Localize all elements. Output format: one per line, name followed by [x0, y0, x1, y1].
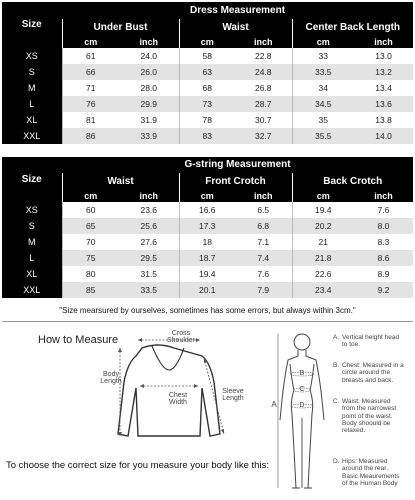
gstring-measurement-table — [2, 157, 413, 298]
legend-key: B. — [333, 362, 340, 369]
body-length-label: Body Length — [100, 371, 122, 386]
legend-text: Vertical height head to toe. — [342, 334, 400, 349]
table-cell: 20.2 — [292, 218, 354, 234]
table-cell: 25.6 — [119, 218, 179, 234]
table-cell: 83 — [179, 128, 235, 144]
table-cell: 29.5 — [119, 250, 179, 266]
table-cell: 81 — [62, 112, 119, 128]
table-cell: 29.9 — [119, 96, 179, 112]
table-cell: 32.7 — [235, 128, 292, 144]
unit-header: cm — [62, 190, 119, 202]
table-cell: 33 — [292, 48, 354, 64]
table-cell: 30.7 — [254, 114, 272, 125]
table-cell: 7.6 — [257, 268, 270, 279]
table-cell: 58 — [179, 48, 235, 64]
table-row — [2, 250, 413, 266]
table-cell: 22.6 — [292, 266, 354, 282]
unit-header: inch — [374, 36, 393, 47]
marker-d: D — [299, 402, 305, 409]
unit-header: inch — [374, 190, 393, 201]
table-cell: 8.6 — [354, 250, 413, 266]
unit-header: inch — [139, 36, 158, 47]
table-cell: 13.2 — [354, 64, 413, 80]
column-group-header: Waist — [62, 173, 179, 190]
table-cell: 7.9 — [235, 282, 292, 298]
column-group-header: Back Crotch — [292, 173, 413, 190]
table-cell: 21.8 — [292, 250, 354, 266]
table-cell: 13.8 — [375, 114, 392, 125]
table-row — [2, 266, 413, 282]
table-cell: 20.1 — [179, 282, 235, 298]
table-cell: 8.3 — [377, 236, 390, 247]
table-row — [2, 48, 413, 64]
column-group-header: Under Bust — [62, 19, 179, 36]
size-label: S — [2, 218, 62, 234]
cross-shoulder-label: Cross Shoulder — [166, 330, 196, 345]
table-cell: 73 — [179, 96, 235, 112]
table-cell: 63 — [179, 64, 235, 80]
table-title: Dress Measurement — [190, 4, 286, 16]
table-cell: 23.6 — [140, 204, 158, 215]
table-cell: 9.2 — [354, 282, 413, 298]
table-cell: 34 — [292, 80, 354, 96]
table-cell: 27.6 — [140, 236, 158, 247]
table-cell: 80 — [62, 266, 119, 282]
table-cell: 14.0 — [354, 128, 413, 144]
table-cell: 26.8 — [254, 82, 272, 93]
table-row — [2, 282, 413, 298]
table-cell: 85 — [62, 282, 119, 298]
size-label: XXL — [2, 128, 62, 144]
table-cell: 28.7 — [235, 96, 292, 112]
table-row — [2, 112, 413, 128]
table-cell: 6.5 — [257, 204, 270, 215]
column-group-header: Center Back Length — [292, 19, 413, 36]
size-label: S — [2, 64, 62, 80]
table-cell: 13.4 — [375, 82, 392, 93]
table-cell: 6.8 — [235, 218, 292, 234]
table-cell: 22.8 — [254, 50, 272, 61]
size-label: XL — [2, 266, 62, 282]
size-header: Size — [21, 173, 42, 185]
table-row — [2, 218, 413, 234]
table-cell: 65 — [62, 218, 119, 234]
table-cell: 18.7 — [179, 250, 235, 266]
table-cell: 16.6 — [179, 202, 235, 218]
table-cell: 19.4 — [292, 202, 354, 218]
size-label: XS — [2, 48, 62, 64]
unit-header: inch — [253, 190, 273, 201]
table-cell: 13.6 — [354, 96, 413, 112]
unit-header: cm — [179, 190, 235, 202]
table-title: G-string Measurement — [184, 159, 291, 170]
sleeve-length-label: Sleeve Length — [222, 388, 244, 403]
legend-item-d — [333, 458, 413, 498]
table-cell: 86 — [62, 128, 119, 144]
table-row — [2, 128, 413, 144]
table-cell: 76 — [62, 96, 119, 112]
column-group-header: Waist — [179, 19, 292, 36]
marker-a: A — [271, 400, 277, 409]
table-cell: 61 — [62, 48, 119, 64]
table-cell: 68 — [179, 80, 235, 96]
choose-size-instruction: To choose the correct size for you measure your body like this: — [6, 460, 269, 471]
table-cell: 31.5 — [140, 268, 158, 279]
size-label: L — [2, 96, 62, 112]
legend-text: Chest: Measured in a circle around the breasts and back. — [342, 362, 404, 384]
legend-item-a — [333, 334, 413, 354]
size-header: Size — [21, 19, 42, 30]
measurement-note: "Size mearsured by ourselves, sometimes has some errors, but always within 3cm." — [59, 306, 356, 315]
size-label: XXL — [2, 282, 62, 298]
size-label: M — [2, 80, 62, 96]
chest-width-label: Chest Width — [168, 392, 188, 407]
table-cell: 17.3 — [179, 218, 235, 234]
human-body-figure — [272, 330, 332, 495]
legend-key: D. — [333, 458, 340, 465]
table-cell: 18 — [179, 234, 235, 250]
table-cell: 13.0 — [375, 50, 392, 61]
table-cell: 33.9 — [119, 128, 179, 144]
unit-header: cm — [292, 36, 354, 48]
size-label: XS — [2, 202, 62, 218]
table-cell: 35 — [292, 112, 354, 128]
table-cell: 8.0 — [354, 218, 413, 234]
table-cell: 7.4 — [235, 250, 292, 266]
table-cell: 60 — [62, 202, 119, 218]
table-row — [2, 80, 413, 96]
unit-header: inch — [139, 190, 158, 201]
unit-header: inch — [253, 36, 273, 47]
table-row — [2, 64, 413, 80]
table-row — [2, 202, 413, 218]
legend-text: Hips: Measured around the rear. Basic Meaurements of the Human Body — [342, 458, 400, 487]
table-cell: 24.8 — [235, 64, 292, 80]
legend-text: Waist: Measured from the narrowest point of the waist. Body shoould be relaxed. — [342, 398, 397, 435]
table-cell: 78 — [179, 112, 235, 128]
legend-item-b — [333, 362, 413, 390]
table-cell: 19.4 — [179, 266, 235, 282]
table-cell: 7.1 — [257, 236, 270, 247]
table-cell: 8.9 — [377, 268, 390, 279]
table-cell: 70 — [62, 234, 119, 250]
table-cell: 31.9 — [140, 114, 158, 125]
unit-header: cm — [179, 36, 235, 48]
size-label: L — [2, 250, 62, 266]
table-cell: 75 — [62, 250, 119, 266]
size-label: XL — [2, 112, 62, 128]
table-cell: 33.5 — [292, 64, 354, 80]
table-cell: 28.0 — [140, 82, 158, 93]
legend-key: A. — [333, 334, 340, 341]
table-row — [2, 96, 413, 112]
size-label: M — [2, 234, 62, 250]
table-cell: 7.6 — [377, 204, 390, 215]
table-cell: 21 — [292, 234, 354, 250]
column-group-header: Front Crotch — [179, 173, 292, 190]
table-cell: 35.5 — [292, 128, 354, 144]
table-cell: 71 — [62, 80, 119, 96]
table-row — [2, 234, 413, 250]
legend-key: C. — [333, 398, 340, 405]
legend-item-c — [333, 398, 413, 442]
marker-c: C — [299, 386, 305, 393]
table-cell: 24.0 — [140, 50, 158, 61]
table-cell: 26.0 — [119, 64, 179, 80]
divider — [2, 321, 413, 322]
table-cell: 23.4 — [292, 282, 354, 298]
unit-header: cm — [292, 190, 354, 202]
marker-b: B — [299, 370, 305, 377]
unit-header: cm — [62, 36, 119, 48]
how-to-measure-heading: How to Measure — [38, 334, 119, 346]
table-cell: 33.5 — [119, 282, 179, 298]
dress-measurement-table — [2, 2, 413, 144]
table-cell: 66 — [62, 64, 119, 80]
table-cell: 34.5 — [292, 96, 354, 112]
